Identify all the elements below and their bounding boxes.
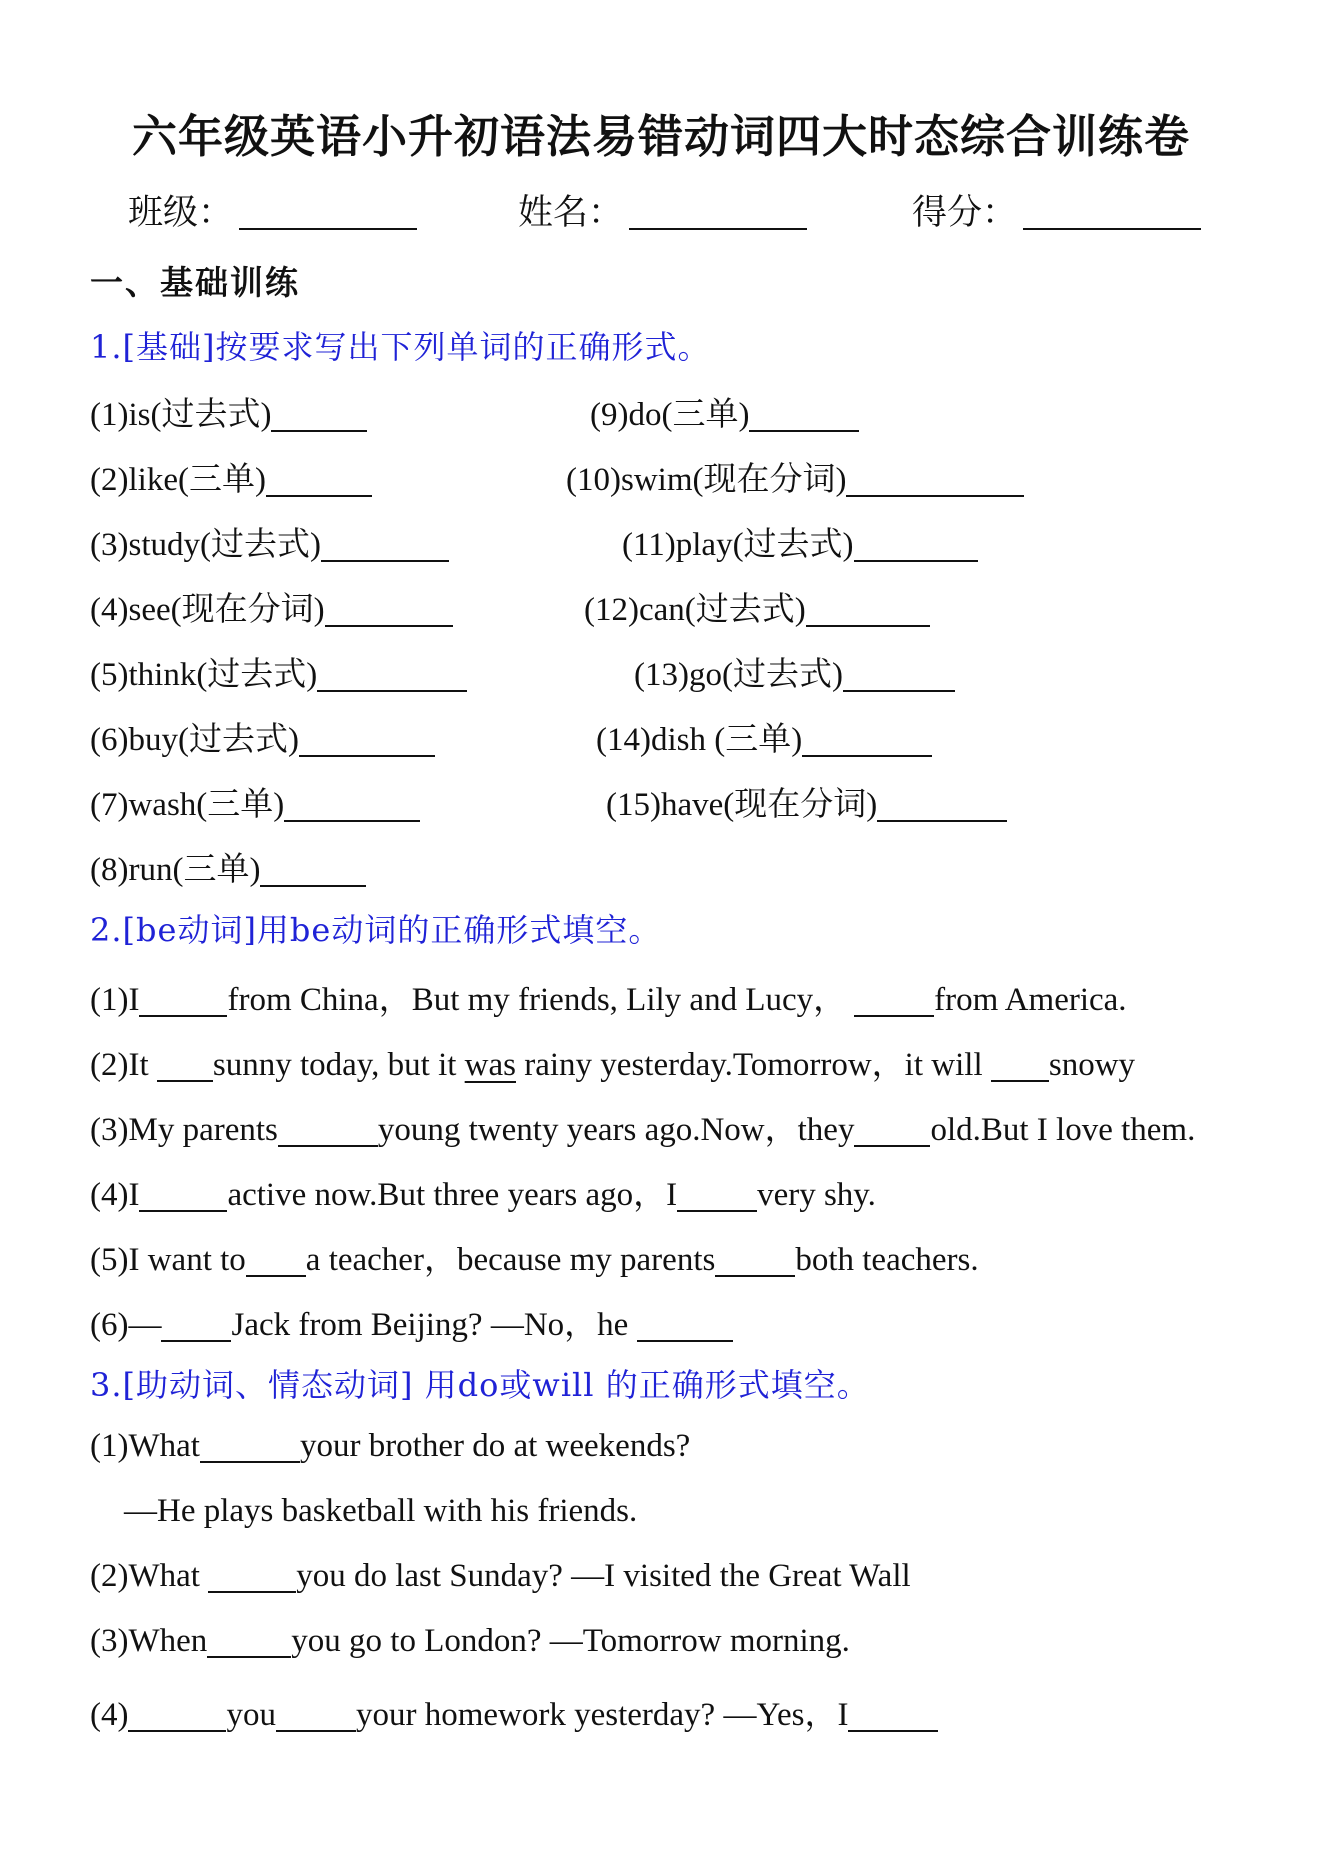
answer-blank[interactable]: [637, 1310, 733, 1342]
q1-item: (12)can(过去式): [584, 583, 930, 630]
section-heading: 一、基础训练: [90, 263, 300, 302]
answer-blank[interactable]: [208, 1561, 296, 1593]
q1-item: (9)do(三单): [590, 388, 859, 435]
answer-blank[interactable]: [806, 595, 930, 627]
score-label: 得分：: [912, 193, 1018, 233]
answer-blank[interactable]: [157, 1050, 213, 1082]
answer-blank[interactable]: [128, 1700, 226, 1732]
answer-blank[interactable]: [321, 530, 449, 562]
q1-item: (5)think(过去式): [90, 648, 467, 695]
answer-blank[interactable]: [848, 1700, 938, 1732]
page-title: 六年级英语小升初语法易错动词四大时态综合训练卷: [131, 110, 1190, 163]
answer-blank[interactable]: [266, 465, 372, 497]
q2-heading: 2.[be动词]用be动词的正确形式填空。: [90, 911, 662, 949]
answer-blank[interactable]: [991, 1050, 1049, 1082]
answer-blank[interactable]: [749, 400, 859, 432]
q1-heading: 1.[基础]按要求写出下列单词的正确形式。: [90, 328, 711, 366]
answer-blank[interactable]: [284, 790, 420, 822]
answer-blank[interactable]: [246, 1245, 306, 1277]
q1-item: (3)study(过去式): [90, 518, 449, 565]
answer-blank[interactable]: [846, 465, 1024, 497]
q1-item: (11)play(过去式): [622, 518, 978, 565]
answer-blank[interactable]: [677, 1180, 757, 1212]
q1-item: (6)buy(过去式): [90, 713, 435, 760]
score-blank[interactable]: [1023, 198, 1201, 230]
answer-blank[interactable]: [325, 595, 453, 627]
q1-item: (2)like(三单): [90, 453, 372, 500]
answer-blank[interactable]: [715, 1245, 795, 1277]
q2-sentence: (6)— Jack from Beijing? —No，he: [90, 1298, 733, 1345]
answer-blank[interactable]: [200, 1431, 300, 1463]
q3-heading: 3.[助动词、情态动词] 用do或will 的正确形式填空。: [90, 1366, 870, 1404]
q2-sentence: (5)I want to a teacher，because my parents both teachers.: [90, 1242, 979, 1278]
answer-blank[interactable]: [271, 400, 367, 432]
q2-sentence: (3)My parents young twenty years ago.Now，they old.But I love them.: [90, 1112, 1196, 1148]
answer-blank[interactable]: [260, 855, 366, 887]
answer-blank[interactable]: [854, 1115, 930, 1147]
q1-item: (7)wash(三单): [90, 778, 420, 825]
q3-sentence: (1)What your brother do at weekends?: [90, 1428, 691, 1464]
q1-item: (1)is(过去式): [90, 388, 367, 435]
q3-response: —He plays basketball with his friends.: [124, 1493, 638, 1529]
class-blank[interactable]: [239, 198, 417, 230]
q1-item: (13)go(过去式): [634, 648, 955, 695]
answer-blank[interactable]: [207, 1626, 291, 1658]
answer-blank[interactable]: [139, 985, 227, 1017]
answer-blank[interactable]: [278, 1115, 378, 1147]
answer-blank[interactable]: [843, 660, 955, 692]
answer-blank[interactable]: [317, 660, 467, 692]
answer-blank[interactable]: [161, 1310, 231, 1342]
q1-item: (10)swim(现在分词): [566, 453, 1024, 500]
answer-blank[interactable]: [854, 530, 978, 562]
answer-blank[interactable]: [276, 1700, 356, 1732]
answer-blank[interactable]: [877, 790, 1007, 822]
q3-sentence: (2)What you do last Sunday? —I visited the Great Wall: [90, 1558, 911, 1594]
q2-sentence: (2)It sunny today, but it was rainy yesterday.Tomorrow，it will snowy: [90, 1047, 1136, 1083]
q3-sentence: (3)When you go to London? —Tomorrow morning.: [90, 1623, 850, 1659]
q1-item: (8)run(三单): [90, 843, 366, 890]
q1-item: (15)have(现在分词): [606, 778, 1007, 825]
name-blank[interactable]: [629, 198, 807, 230]
name-field: [518, 185, 807, 235]
q2-sentence: (1)I from China，But my friends, Lily and Lucy， from America.: [90, 982, 1127, 1018]
answer-blank[interactable]: [802, 725, 932, 757]
answer-blank[interactable]: [299, 725, 435, 757]
q3-sentence: (4) you your homework yesterday? —Yes，I: [90, 1688, 938, 1735]
q2-sentence: (4)I active now.But three years ago，I very shy.: [90, 1177, 876, 1213]
answer-blank[interactable]: [854, 985, 934, 1017]
class-label: 班级：: [128, 193, 234, 233]
class-field: [128, 185, 417, 235]
name-label: 姓名：: [518, 193, 624, 233]
q1-item: (14)dish (三单): [596, 713, 932, 760]
score-field: [912, 185, 1201, 235]
q1-item: (4)see(现在分词): [90, 583, 453, 630]
given-answer: was: [464, 1047, 516, 1083]
answer-blank[interactable]: [139, 1180, 227, 1212]
